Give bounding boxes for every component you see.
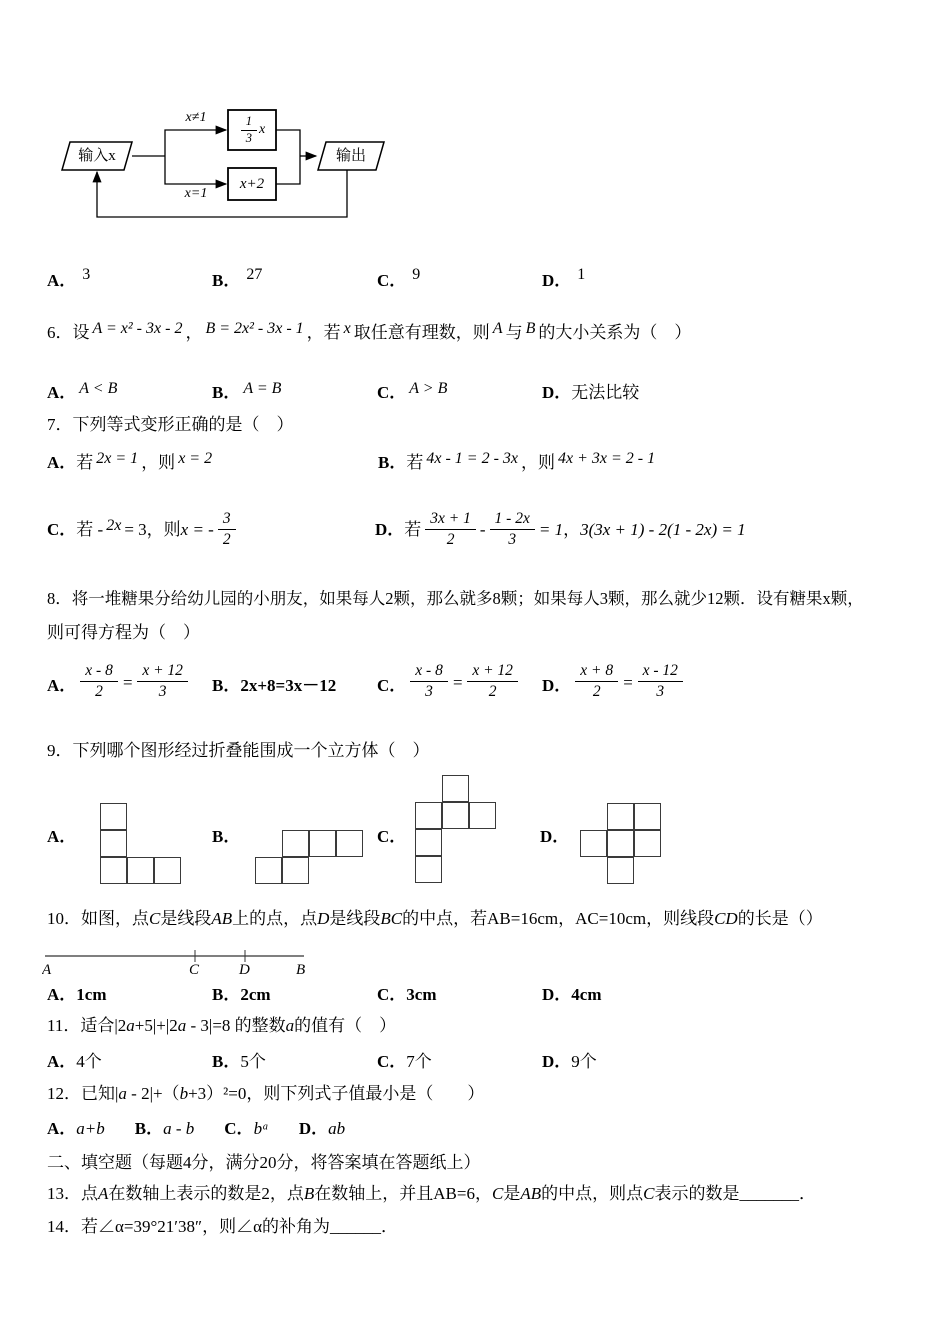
net-square bbox=[282, 830, 309, 857]
option-value: 4cm bbox=[571, 985, 602, 1004]
option-value: A = B bbox=[243, 380, 282, 397]
q11-option-d bbox=[542, 1047, 707, 1072]
option-value: bᵃ bbox=[253, 1119, 269, 1138]
equals-one: = 1 bbox=[538, 519, 564, 539]
option-letter: B． bbox=[212, 271, 241, 290]
q10-figure bbox=[42, 936, 322, 983]
option-letter: D． bbox=[542, 271, 572, 290]
q10-point-a-label: A bbox=[42, 962, 52, 978]
net-square bbox=[607, 830, 634, 857]
flowchart-box-one-third-x bbox=[228, 110, 276, 150]
option-value: 5个 bbox=[240, 1052, 266, 1071]
q10-point-d-label: D bbox=[239, 962, 250, 978]
fraction-denominator: 3 bbox=[425, 682, 433, 700]
net-square bbox=[442, 775, 469, 802]
q8-title-line2: 则可得方程为（ ） bbox=[47, 623, 200, 642]
option-letter: B． bbox=[212, 675, 241, 695]
fraction-numerator: x + 8 bbox=[575, 661, 618, 681]
fraction-denominator: 2 bbox=[592, 682, 601, 700]
fraction-numerator: x + 12 bbox=[467, 661, 518, 681]
q5-flowchart-figure bbox=[55, 95, 405, 237]
flow-line-merge-bottom bbox=[276, 156, 300, 184]
option-letter: D． bbox=[542, 383, 572, 402]
fraction-left bbox=[410, 661, 448, 701]
option-letter: B． bbox=[212, 985, 241, 1004]
q10-option-c bbox=[377, 980, 542, 1005]
fraction-1m2x-over-3 bbox=[490, 509, 535, 549]
q11-options-row bbox=[47, 1047, 917, 1072]
equals-sign: = bbox=[622, 673, 634, 692]
option-value: 3cm bbox=[406, 985, 437, 1004]
net-square bbox=[469, 802, 496, 829]
fraction-numerator: 3 bbox=[218, 509, 236, 529]
option-letter: B． bbox=[212, 1052, 241, 1071]
q8-option-c bbox=[377, 663, 542, 703]
q5-option-b bbox=[212, 266, 377, 291]
fraction-right bbox=[137, 661, 188, 701]
option-text: = 3，则 bbox=[124, 519, 181, 539]
fraction-numerator: 1 bbox=[241, 114, 257, 131]
q6-option-c bbox=[377, 378, 542, 403]
option-value: 27 bbox=[246, 266, 263, 283]
option-text: 若 - bbox=[76, 519, 104, 539]
q9-option-d-label: D． bbox=[540, 827, 570, 846]
flow-line-merge-top bbox=[276, 130, 300, 156]
q7-title: 7．下列等式变形正确的是（ ） bbox=[47, 415, 294, 434]
q7-option-a: A．若 2x = 1 ，则 x = 2 bbox=[47, 450, 213, 472]
net-square bbox=[607, 803, 634, 830]
net-square bbox=[127, 857, 154, 884]
q7-option-d bbox=[375, 511, 746, 551]
q6-option-a bbox=[47, 378, 212, 403]
q8-options-row bbox=[47, 652, 917, 714]
option-value: 无法比较 bbox=[571, 383, 640, 402]
option-letter: C． bbox=[47, 519, 77, 539]
option-letter: A． bbox=[47, 383, 77, 402]
net-square bbox=[580, 830, 607, 857]
flowchart-output-label: 输出 bbox=[335, 148, 366, 164]
net-square bbox=[255, 857, 282, 884]
option-letter: A． bbox=[47, 1119, 77, 1138]
q9-option-c-label: C． bbox=[377, 827, 407, 846]
q9-option-a-label: A． bbox=[47, 827, 77, 846]
option-value: a - b bbox=[163, 1119, 195, 1138]
option-math: x = - bbox=[180, 519, 214, 539]
option-letter: A． bbox=[47, 271, 77, 290]
net-square bbox=[415, 856, 442, 883]
q9-title: 9．下列哪个图形经过折叠能围成一个立方体（ ） bbox=[47, 741, 430, 760]
option-value: 3 bbox=[82, 266, 91, 283]
q9-option-b-label: B． bbox=[212, 827, 241, 846]
fraction-denominator: 3 bbox=[508, 530, 517, 548]
net-square bbox=[634, 803, 661, 830]
option-letter: A． bbox=[47, 1052, 77, 1071]
option-math: 2x bbox=[106, 516, 122, 534]
option-letter: B． bbox=[134, 1119, 164, 1138]
net-square bbox=[442, 802, 469, 829]
option-value: 2cm bbox=[240, 985, 271, 1004]
fraction-3-over-2 bbox=[218, 509, 236, 549]
option-value: 9个 bbox=[571, 1052, 597, 1071]
flowchart-box-x-plus-2: x+2 bbox=[239, 176, 265, 192]
q5-options-row bbox=[47, 266, 917, 291]
fraction-numerator: 3x + 1 bbox=[425, 509, 476, 529]
option-letter: C． bbox=[377, 1052, 407, 1071]
flow-line-branch-bottom bbox=[165, 156, 226, 184]
option-value: 1cm bbox=[76, 985, 107, 1004]
q10-option-d bbox=[542, 980, 707, 1005]
fraction-numerator: x - 12 bbox=[638, 661, 683, 681]
fraction-numerator: x - 8 bbox=[410, 661, 448, 681]
fraction-right bbox=[467, 661, 518, 701]
q8-option-b bbox=[212, 671, 377, 696]
option-letter: D． bbox=[542, 985, 572, 1004]
flow-line-branch-top bbox=[165, 130, 226, 156]
option-value: 1 bbox=[577, 266, 586, 283]
equals-sign: = bbox=[451, 673, 464, 692]
q9-figures-row bbox=[0, 770, 950, 905]
fraction-denominator: 2 bbox=[488, 682, 497, 700]
q11-option-a bbox=[47, 1047, 212, 1072]
q7-options-row1 bbox=[47, 448, 927, 473]
net-square bbox=[634, 830, 661, 857]
net-square bbox=[282, 857, 309, 884]
net-square bbox=[100, 803, 127, 830]
option-value: A < B bbox=[79, 380, 118, 397]
option-text: 若 bbox=[404, 519, 422, 539]
option-value: A > B bbox=[409, 380, 448, 397]
option-letter: A． bbox=[47, 675, 77, 695]
fraction-numerator: x + 12 bbox=[137, 661, 188, 681]
net-square bbox=[309, 830, 336, 857]
option-letter: C． bbox=[224, 1119, 254, 1138]
net-square bbox=[336, 830, 363, 857]
option-value: 4个 bbox=[76, 1052, 102, 1071]
q10-option-b bbox=[212, 980, 377, 1005]
q8-option-a bbox=[47, 663, 212, 703]
option-letter: D． bbox=[375, 519, 405, 539]
equals-sign: = bbox=[121, 673, 134, 692]
flowchart-input-label: 输入x bbox=[78, 148, 116, 164]
q5-option-d bbox=[542, 266, 707, 291]
net-square bbox=[415, 802, 442, 829]
option-letter: B． bbox=[212, 383, 241, 402]
q5-option-c bbox=[377, 266, 542, 291]
q5-option-a bbox=[47, 266, 212, 291]
q10-segment-diagram bbox=[42, 936, 322, 978]
option-letter: D． bbox=[542, 675, 572, 695]
q6-option-b bbox=[212, 378, 377, 403]
option-letter: A． bbox=[47, 985, 77, 1004]
q6-option-d bbox=[542, 378, 707, 403]
q10-options-row bbox=[47, 980, 917, 1005]
option-letter: C． bbox=[377, 271, 407, 290]
net-square bbox=[100, 857, 127, 884]
q10-point-b-label: B bbox=[296, 962, 306, 978]
q11-title: 11．适合|2a+5|+|2a - 3|=8 的整数a的值有（ ） bbox=[47, 1016, 397, 1035]
net-square bbox=[154, 857, 181, 884]
option-letter: D． bbox=[298, 1119, 329, 1138]
flowchart-condition-top: x≠1 bbox=[185, 110, 207, 125]
q8-title-line1: 8．将一堆糖果分给幼儿园的小朋友，如果每人2颗，那么就多8颗；如果每人3颗，那么就少12颗．设有糖果x颗， bbox=[47, 589, 864, 608]
q7-option-c bbox=[47, 511, 375, 551]
q7-option-b: B．若 4x - 1 = 2 - 3x ，则 4x + 3x = 2 - 1 bbox=[378, 450, 656, 472]
q8-option-d bbox=[542, 663, 707, 703]
fraction-denominator: 3 bbox=[656, 682, 665, 700]
flowchart-condition-bottom: x=1 bbox=[184, 186, 208, 201]
fraction-right bbox=[638, 661, 683, 701]
option-value: ab bbox=[328, 1119, 346, 1138]
q6-title: 6．设 A = x² - 3x - 2 ， B = 2x² - 3x - 1 ，若 x 取任意有理数，则 A 与 B 的大小关系为（ ） bbox=[47, 320, 692, 342]
q12-option-a bbox=[47, 1119, 105, 1138]
option-value: 9 bbox=[412, 266, 421, 283]
option-letter: C． bbox=[377, 985, 407, 1004]
fraction-denominator: 2 bbox=[446, 530, 455, 548]
q14-title: 14．若∠α=39°21′38″，则∠α的补角为______． bbox=[47, 1217, 398, 1236]
fraction-left bbox=[80, 661, 118, 701]
section2-header: 二、填空题（每题4分，满分20分，将答案填在答题纸上） bbox=[47, 1153, 481, 1172]
q11-option-c bbox=[377, 1047, 542, 1072]
fraction-denominator: 3 bbox=[158, 682, 167, 700]
option-value: a+b bbox=[76, 1119, 105, 1138]
q10-point-c-label: C bbox=[189, 962, 200, 978]
net-square bbox=[100, 830, 127, 857]
q11-option-b bbox=[212, 1047, 377, 1072]
fraction-numerator: 1 - 2x bbox=[490, 509, 535, 529]
q13-title: 13．点A在数轴上表示的数是2，点B在数轴上，并且AB=6，C是AB的中点，则点C表示的数是_______． bbox=[47, 1184, 816, 1203]
option-letter: C． bbox=[377, 675, 407, 695]
one-third-fraction bbox=[241, 114, 257, 146]
option-value: 2x+8=3x－12 bbox=[240, 675, 337, 695]
option-value: 7个 bbox=[406, 1052, 432, 1071]
q12-title: 12．已知|a - 2|+（b+3）²=0，则下列式子值最小是（ ） bbox=[47, 1084, 485, 1103]
separator: ， bbox=[563, 519, 581, 539]
fraction-denominator: 2 bbox=[222, 530, 231, 548]
fraction-denominator: 3 bbox=[245, 130, 253, 145]
q10-option-a bbox=[47, 980, 212, 1005]
q12-option-d bbox=[299, 1119, 345, 1138]
q12-option-b bbox=[135, 1119, 195, 1138]
net-square bbox=[607, 857, 634, 884]
fraction-variable: x bbox=[259, 122, 266, 137]
q6-options-row bbox=[47, 378, 917, 403]
minus-operator: - bbox=[479, 519, 486, 539]
fraction-3x1-over-2 bbox=[425, 509, 476, 549]
option-letter: D． bbox=[542, 1052, 572, 1071]
q12-option-c bbox=[224, 1119, 269, 1138]
option-math: 3(3x + 1) - 2(1 - 2x) = 1 bbox=[580, 519, 746, 539]
option-letter: C． bbox=[377, 383, 407, 402]
fraction-left bbox=[575, 661, 618, 701]
q12-options-row bbox=[47, 1114, 371, 1139]
net-square bbox=[415, 829, 442, 856]
fraction-denominator: 2 bbox=[95, 682, 103, 700]
fraction-numerator: x - 8 bbox=[80, 661, 118, 681]
q7-options-row2 bbox=[47, 505, 927, 557]
q10-title: 10．如图，点C是线段AB上的点，点D是线段BC的中点，若AB=16cm，AC=10cm，则线段CD的长是（） bbox=[47, 909, 823, 928]
